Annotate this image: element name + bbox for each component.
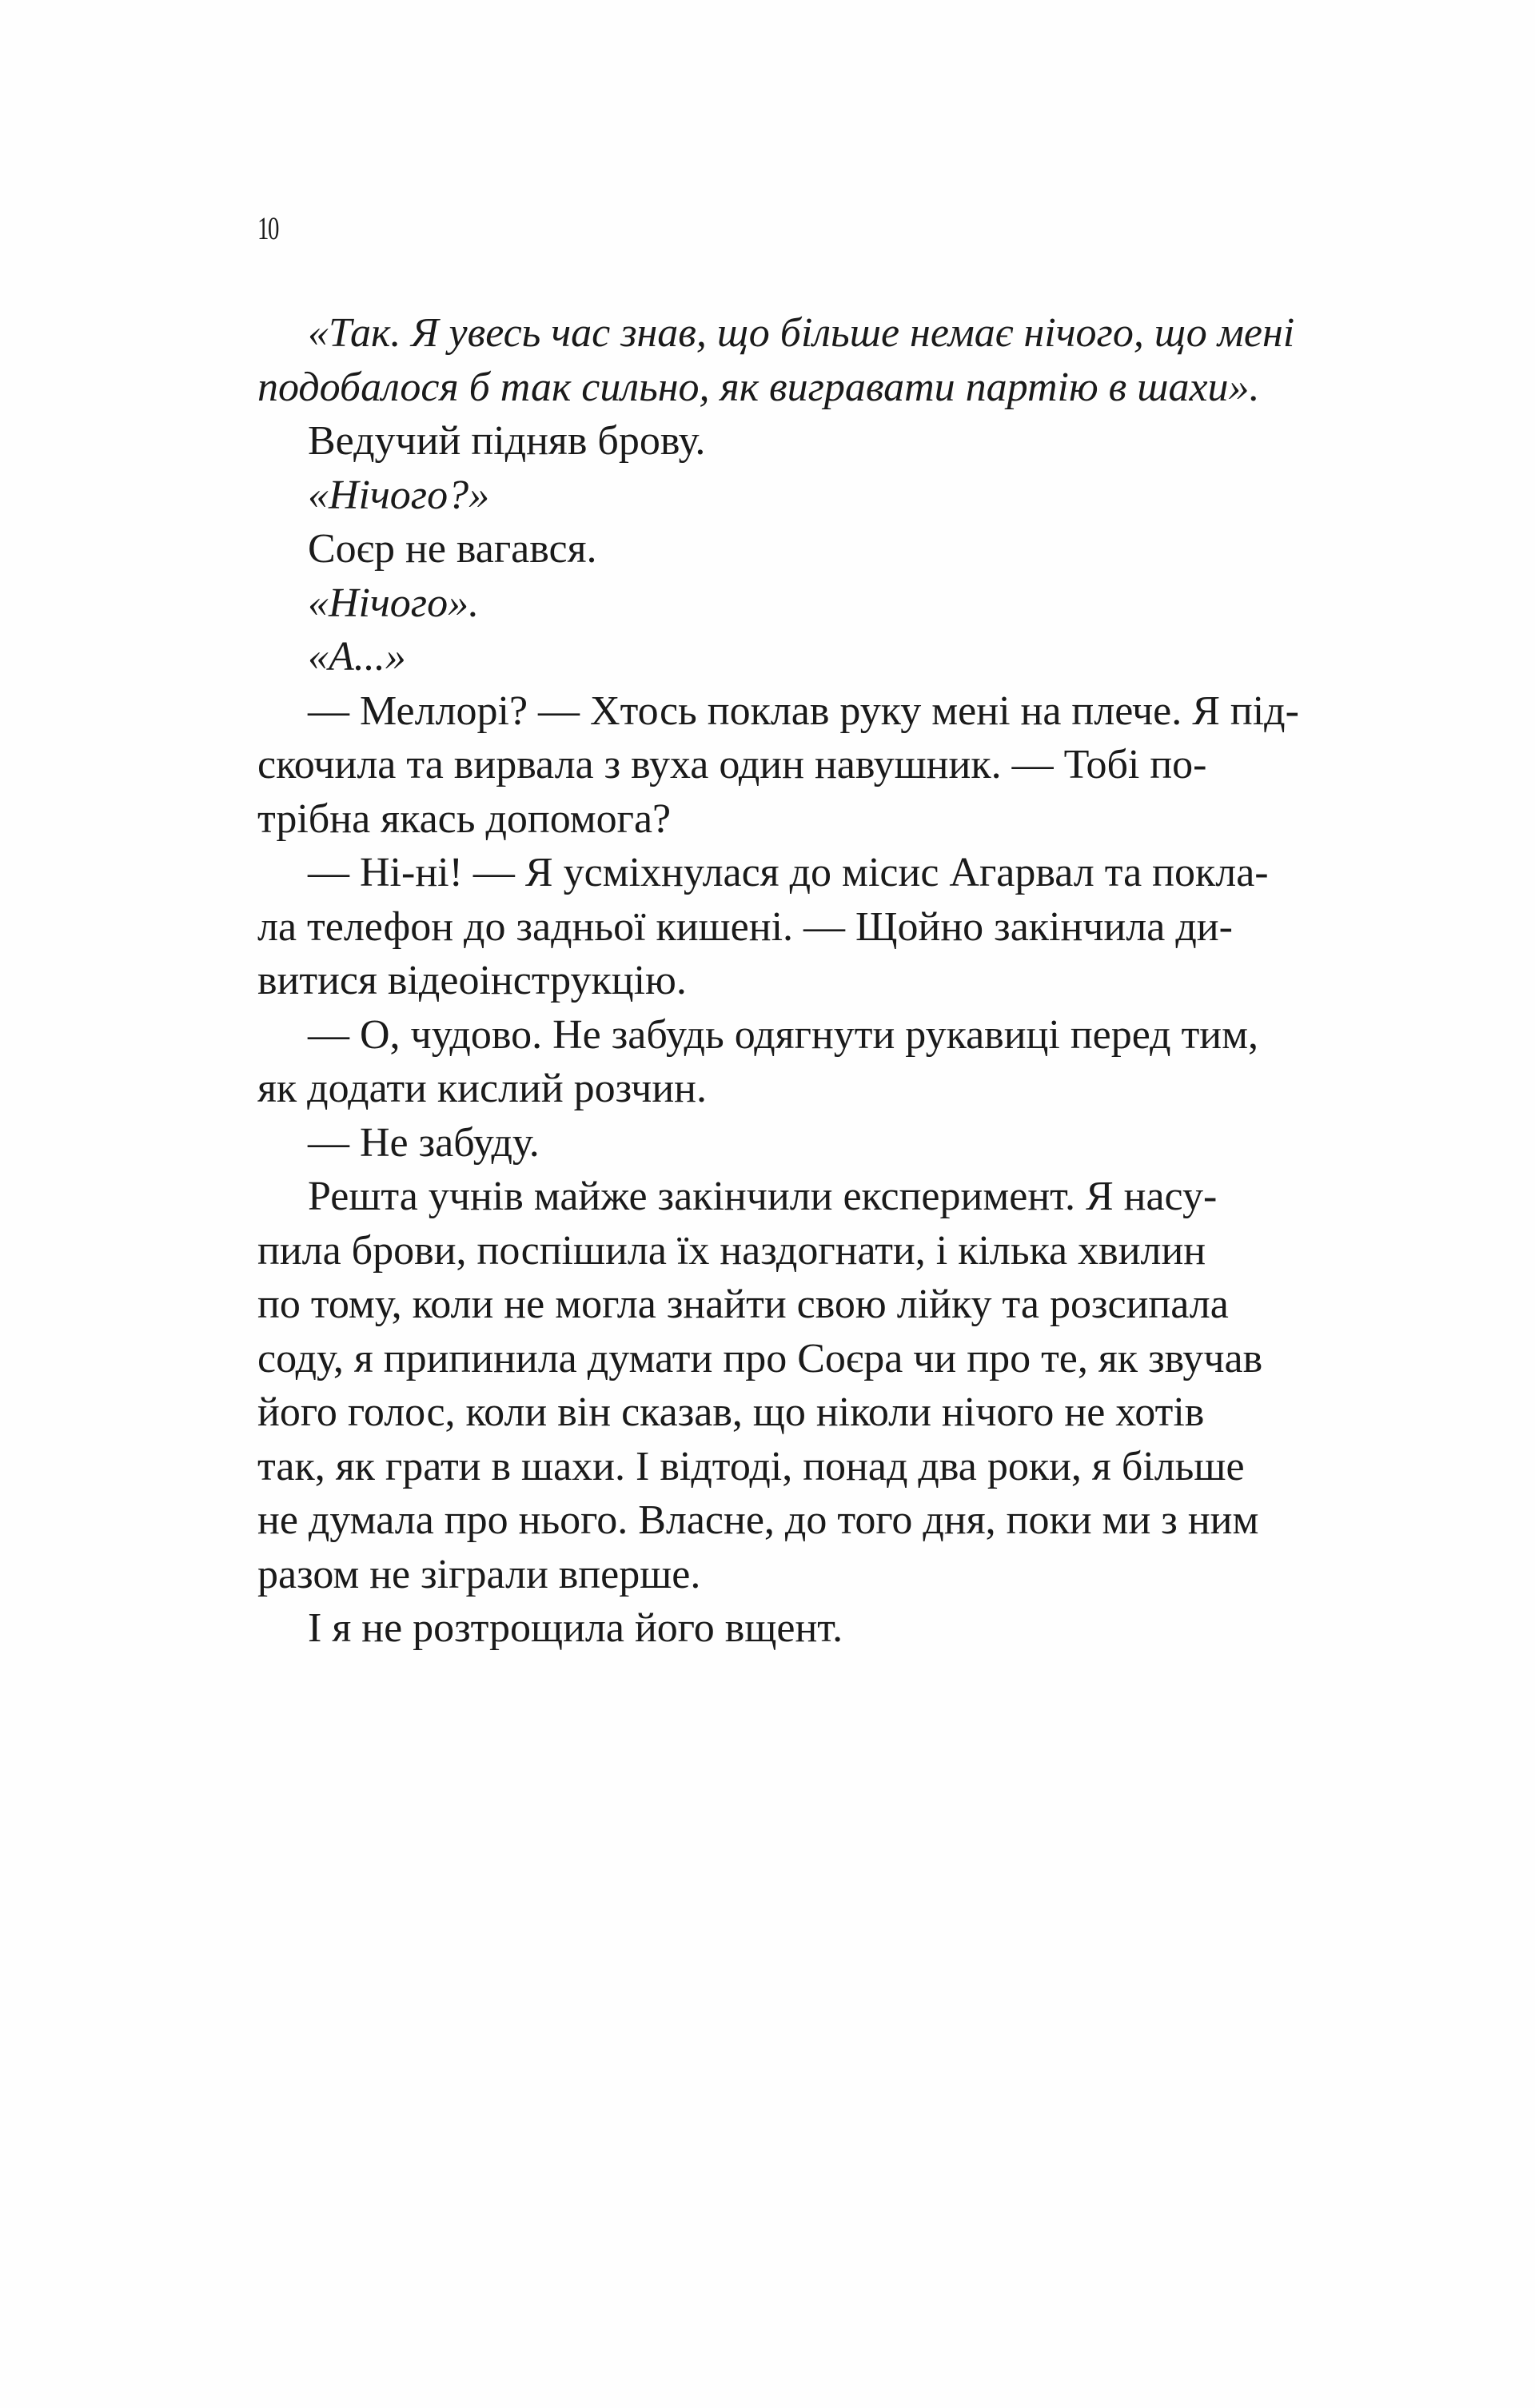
paragraph-quote-nothing-question xyxy=(257,468,1357,523)
text-line: так, як грати в шахи. І відтоді, понад два роки, я більше xyxy=(257,1443,1245,1489)
text-line: «Нічого». xyxy=(308,580,480,626)
text-line: Соєр не вагався. xyxy=(308,526,597,572)
text-line: разом не зіграли вперше. xyxy=(257,1551,701,1597)
text-line: — Ні-ні! — Я усміхнулася до місис Агарвал та покла- xyxy=(308,850,1269,895)
paragraph-mallory-dialogue xyxy=(257,684,1357,847)
page-number: 10 xyxy=(257,210,278,246)
text-line: — Не забуду. xyxy=(308,1119,540,1166)
paragraph-sawyer-hesitate xyxy=(257,522,1357,576)
paragraph-host-eyebrow xyxy=(257,414,1357,468)
text-line: «Так. Я увесь час знав, що більше немає нічого, що мені xyxy=(308,310,1295,356)
text-line: не думала про нього. Власне, до того дня, поки ми з ним xyxy=(257,1497,1259,1543)
paragraph-no-no-dialogue xyxy=(257,846,1357,1008)
text-line: Ведучий підняв брову. xyxy=(308,418,706,464)
text-line: «Нічого?» xyxy=(308,472,490,518)
text-line: витися відеоінструкцію. xyxy=(257,958,687,1003)
text-line: — Меллорі? — Хтось поклав руку мені на плече. Я під- xyxy=(308,688,1299,734)
text-line: І я не розтрощила його вщент. xyxy=(308,1605,843,1651)
text-line: по тому, коли не могла знайти свою лійку та розсипала xyxy=(257,1282,1229,1327)
text-line: Решта учнів майже закінчили експеримент. Я насу- xyxy=(308,1174,1218,1219)
paragraph-quote-a xyxy=(257,630,1357,684)
text-line: — О, чудово. Не забудь одягнути рукавиці перед тим, xyxy=(308,1011,1259,1058)
text-line: скочила та вирвала з вуха один навушник. — Тобі по- xyxy=(257,742,1207,787)
text-line: трібна якась допомога? xyxy=(257,795,672,842)
paragraph-gloves-dialogue xyxy=(257,1008,1357,1116)
text-line: подобалося б так сильно, як вигравати партію в шахи». xyxy=(257,364,1260,410)
paragraph-closing-line xyxy=(257,1601,1357,1656)
text-line: ла телефон до задньої кишені. — Щойно закінчила ди- xyxy=(257,903,1233,950)
paragraph-experiment-narrative xyxy=(257,1170,1357,1601)
paragraph-quote-chess xyxy=(257,306,1357,414)
text-line: соду, я припинила думати про Соєра чи про те, як звучав xyxy=(257,1335,1263,1381)
page-body-text xyxy=(257,306,1357,1656)
paragraph-wont-forget xyxy=(257,1116,1357,1170)
text-line: його голос, коли він сказав, що ніколи нічого не хотів xyxy=(257,1389,1205,1435)
text-line: пила брови, поспішила їх наздогнати, і кілька хвилин xyxy=(257,1227,1206,1274)
paragraph-quote-nothing xyxy=(257,576,1357,631)
text-line: як додати кислий розчин. xyxy=(257,1066,707,1111)
text-line: «А...» xyxy=(308,634,406,680)
